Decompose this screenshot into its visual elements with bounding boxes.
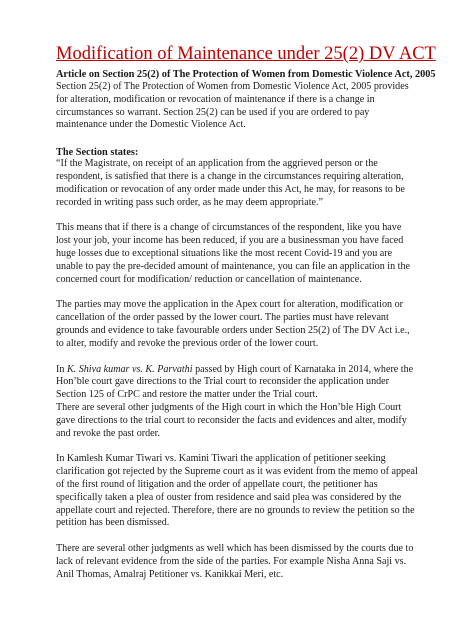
dismissed-judgments-paragraph: There are several other judgments as well which has been dismissed by the courts due to lack of relevant evidence from the side of the parties. For example Nisha Anna Saji vs. Anil Thomas, Amalraj Petitioner vs. Kanikkai Meri, etc.: [56, 543, 414, 580]
change-circumstances-paragraph: This means that if there is a change of circumstances of the respondent, like you have lost your job, your income has been reduced, if you are a businessman you have faced huge losses due to exceptional situations like the most recent Covid-19 and you are unable to pay the pre-decided amount of maintenance, you can file an application in the concerned court for modification/ reduction or cancellation of maintenance.: [56, 222, 410, 285]
apex-court-paragraph: The parties may move the application in the Apex court for alteration, modification or cancellation of the order passed by the lower court. The parties must have relevant grounds and evidence to take favourable orders under Section 25(2) of The DV Act i.e., to alter, modify and revoke the previous order of the lower court.: [56, 299, 410, 349]
page-title: Modification of Maintenance under 25(2) DV ACT: [56, 44, 436, 64]
section-quote: “If the Magistrate, on receipt of an application from the aggrieved person or the respondent, is satisfied that there is a change in the circumstances requiring alteration, modification or revocation of any order made under this Act, he may, for reasons to be recorded in writing pass such order, as he may deem appropriate.”: [56, 158, 405, 208]
article-subtitle: Article on Section 25(2) of The Protection of Women from Domestic Violence Act, 2005: [56, 69, 436, 80]
other-high-court-paragraph: There are several other judgments of the High court in which the Hon’ble High Court gave directions to the trial court to reconsider the facts and evidences and alter, modify and revoke the past order.: [56, 401, 407, 439]
section-heading: The Section states:: [56, 147, 139, 159]
intro-paragraph: Section 25(2) of The Protection of Women from Domestic Violence Act, 2005 provides for alteration, modification or revocation of maintenance if there is a change in circumstances so warrant. Section 25(2) can be used if you are ordered to pay maintenance under the Domestic Violence Act.: [56, 81, 409, 131]
shiva-suffix: passed by High court of Karnataka in 2014, where the Hon’ble court gave directions to the Trial court to reconsider the application under Section 125 of CrPC and restore the matter under the Trial court.: [56, 363, 414, 401]
shiva-prefix: In: [56, 363, 67, 375]
case-name: K. Shiva kumar vs. K. Parvathi: [66, 363, 193, 375]
kamlesh-tiwari-paragraph: In Kamlesh Kumar Tiwari vs. Kamini Tiwari the application of petitioner seeking clarification got rejected by the Supreme court as it was evident from the memo of appeal of the first round of litigation and the order of appellate court, the petitioner has specifically taken a plea of ouster from residence and said plea was considered by the appellate court and rejected. Therefore, there are no grounds to review the petition so the petition has been dismissed.: [56, 453, 418, 529]
shiva-kumar-paragraph: [56, 364, 418, 402]
